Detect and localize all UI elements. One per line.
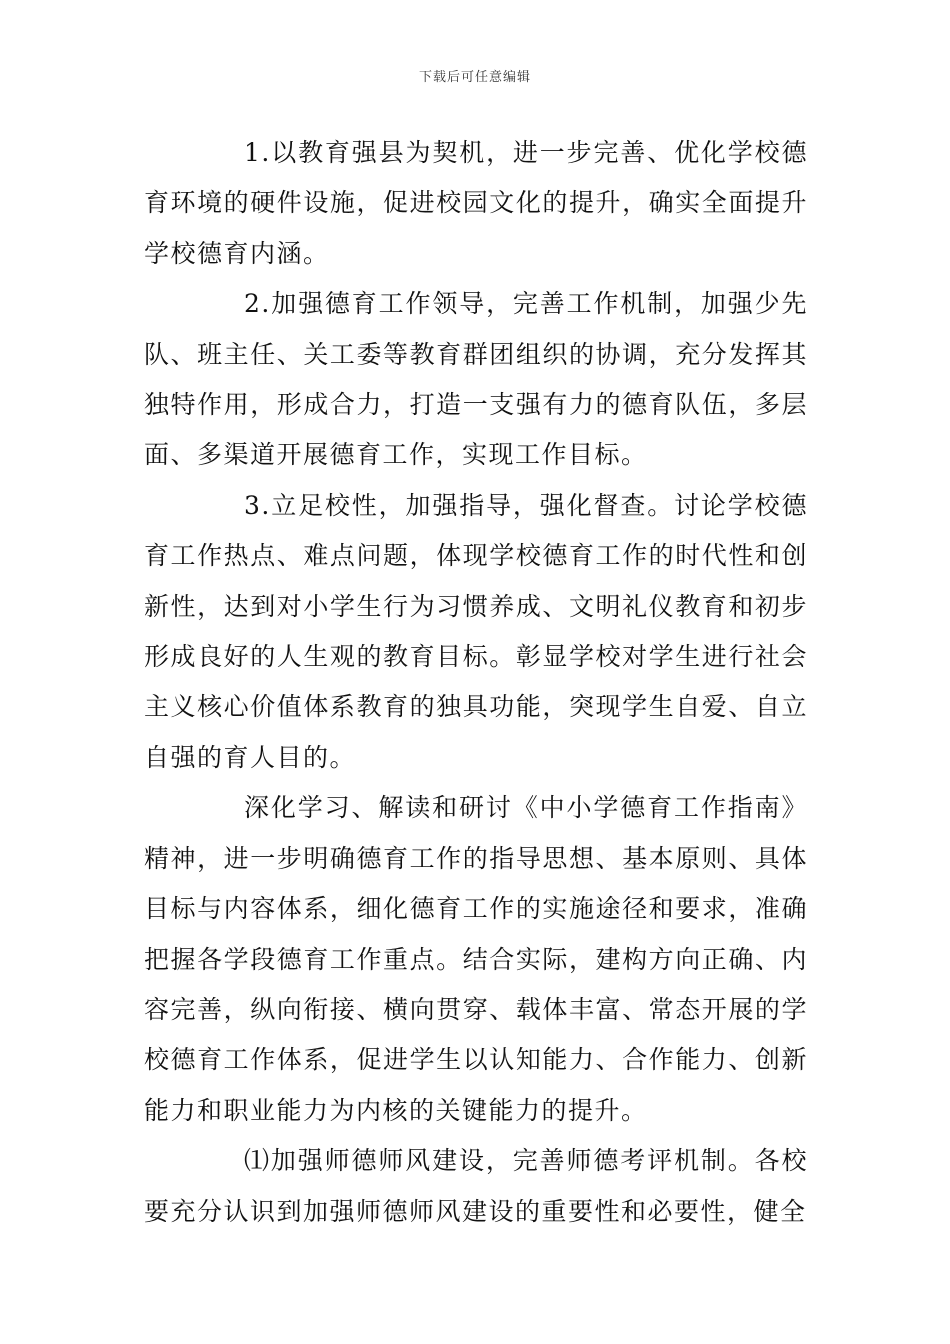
paragraph-5: ⑴加强师德师风建设，完善师德考评机制。各校要充分认识到加强师德师风建设的重要性和必要性，健全 xyxy=(144,1146,808,1226)
page-header: 下载后可任意编辑 xyxy=(418,70,531,85)
document-body xyxy=(144,128,808,1237)
paragraph-1: 1.以教育强县为契机，进一步完善、优化学校德育环境的硬件设施，促进校园文化的提升，确实全面提升学校德育内涵。 xyxy=(144,138,808,268)
paragraph-3: 3.立足校性，加强指导，强化督查。讨论学校德育工作热点、难点问题，体现学校德育工作的时代性和创新性，达到对小学生行为习惯养成、文明礼仪教育和初步形成良好的人生观的教育目标。彰显学校对学生进行社会主义核心价值体系教育的独具功能，突现学生自爱、自立自强的育人目的。 xyxy=(144,490,808,772)
paragraph-2: 2.加强德育工作领导，完善工作机制，加强少先队、班主任、关工委等教育群团组织的协调，充分发挥其独特作用，形成合力，打造一支强有力的德育队伍，多层面、多渠道开展德育工作，实现工作目标。 xyxy=(144,289,808,470)
paragraph-4: 深化学习、解读和研讨《中小学德育工作指南》精神，进一步明确德育工作的指导思想、基本原则、具体目标与内容体系，细化德育工作的实施途径和要求，准确把握各学段德育工作重点。结合实际，建构方向正确、内容完善，纵向衔接、横向贯穿、载体丰富、常态开展的学校德育工作体系，促进学生以认知能力、合作能力、创新能力和职业能力为内核的关键能力的提升。 xyxy=(144,793,808,1125)
